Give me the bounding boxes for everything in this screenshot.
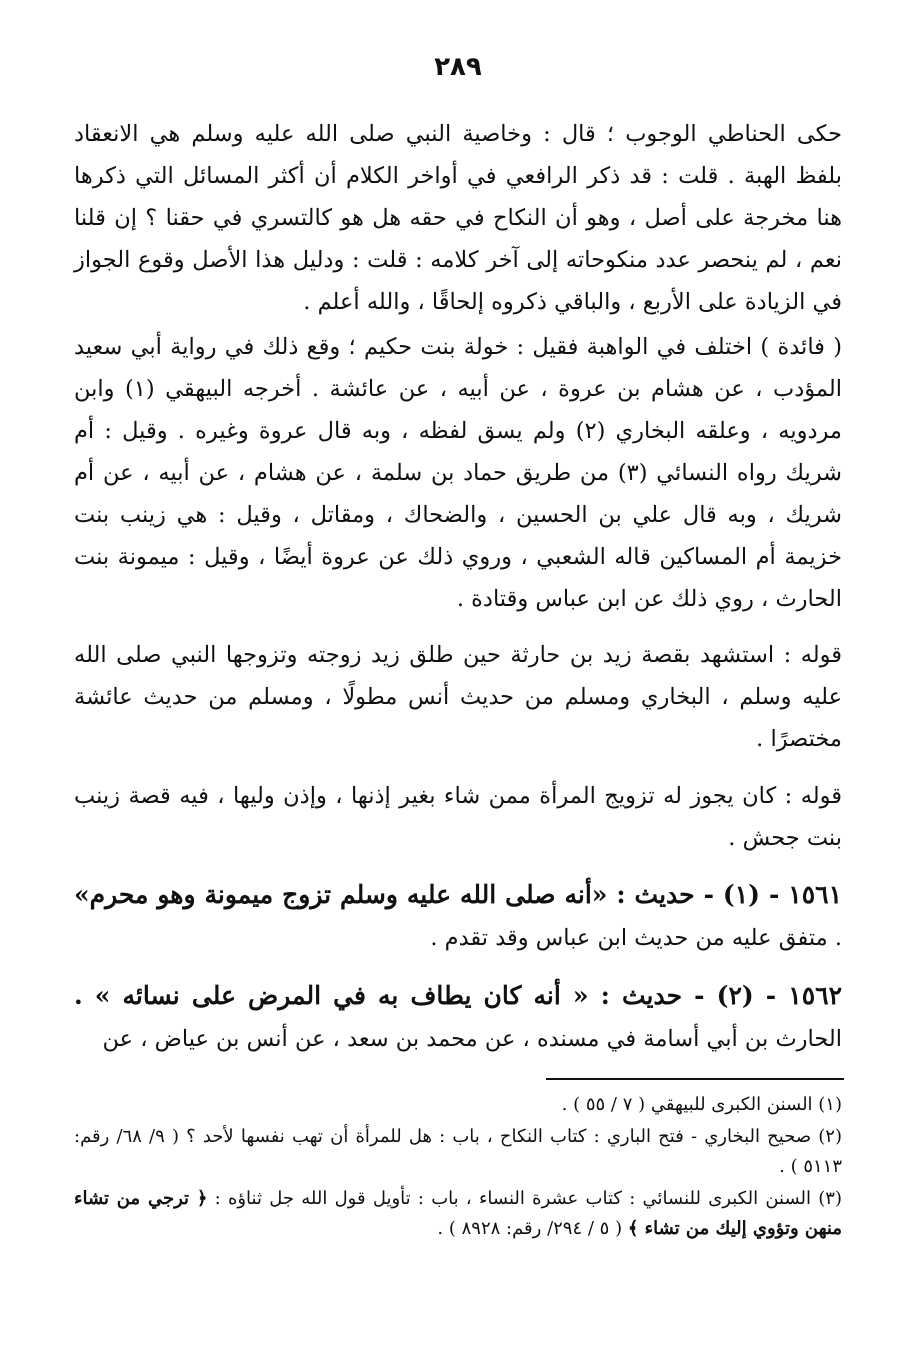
hadith-1561 [74, 874, 842, 959]
hadith-1561-heading: ١٥٦١ - (١) - حديث : «أنه صلى الله عليه وسلم تزوج ميمونة وهو محرم» [74, 880, 842, 909]
hadith-1562 [74, 975, 842, 1060]
paragraph-zaynab: قوله : كان يجوز له تزويج المرأة ممن شاء بغير إذنها ، وإذن وليها ، فيه قصة زينب بنت جحش . [74, 783, 842, 851]
footnote-1: (١) السنن الكبرى للبيهقي ( ٧ / ٥٥ ) . [561, 1094, 842, 1115]
footnote-3-ref: ( ٥ / ٢٩٤/ رقم: ٨٩٢٨ ) . [437, 1218, 628, 1239]
paragraph-faida: ( فائدة ) اختلف في الواهبة فقيل : خولة بنت حكيم ؛ وقع ذلك في رواية أبي سعيد المؤدب ، عن هشام بن عروة ، عن أبيه ، عن عائشة . أخرجه البيهقي (١) وابن مردويه ، وعلقه البخاري (٢) ولم يسق لفظه ، وبه قال عروة وغيره . وقيل : أم شريك رواه النسائي (٣) من طريق حماد بن سلمة ، عن هشام ، عن أبيه ، عن أم شريك ، وبه قال علي بن الحسين ، والضحاك ، ومقاتل ، وقيل : هي زينب بنت خزيمة أم المساكين قاله الشعبي ، وروي ذلك عن عروة أيضًا ، وقيل : ميمونة بنت الحارث ، روي ذلك عن ابن عباس وقتادة . [74, 334, 842, 612]
hadith-1562-commentary: الحارث بن أبي أسامة في مسنده ، عن محمد بن سعد ، عن أنس بن عياض ، عن [102, 1026, 842, 1052]
page-number: ٢٨٩ [434, 52, 482, 82]
footnote-separator [546, 1078, 844, 1080]
hadith-1561-commentary: . متفق عليه من حديث ابن عباس وقد تقدم . [430, 925, 842, 951]
footnote-3-quran-quote: ﴿ ترجي من تشاء منهن وتؤوي إليك من تشاء ﴾ [74, 1188, 842, 1239]
hadith-1562-heading: ١٥٦٢ - (٢) - حديث : « أنه كان يطاف به في المرض على نسائه » . [74, 981, 842, 1010]
footnote-3 [74, 1184, 842, 1244]
footnotes [74, 1090, 842, 1246]
paragraph-hanati: حكى الحناطي الوجوب ؛ قال : وخاصية النبي صلى الله عليه وسلم هي الانعقاد بلفظ الهبة . قلت : قد ذكر الرافعي في أواخر الكلام أن أكثر المسائل التي ذكرها هنا مخرجة على أصل ، وهو أن النكاح في حقه هل هو كالتسري في حقنا ؟ إن قلنا نعم ، لم ينحصر عدد منكوحاته إلى آخر كلامه : قلت : ودليل هذا الأصل وقوع الجواز في الزيادة على الأربع ، والباقي ذكروه إلحاقًا ، والله أعلم . [74, 121, 842, 315]
footnote-2: (٢) صحيح البخاري - فتح الباري : كتاب النكاح ، باب : هل للمرأة أن تهب نفسها لأحد ؟ ( ٩/ ٦٨/ رقم: ٥١١٣ ) . [74, 1126, 842, 1177]
footnote-3-source: (٣) السنن الكبرى للنسائي : كتاب عشرة النساء ، باب : تأويل قول الله جل ثناؤه : [207, 1188, 842, 1209]
paragraph-zayd: قوله : استشهد بقصة زيد بن حارثة حين طلق زيد زوجته وتزوجها النبي صلى الله عليه وسلم ، البخاري ومسلم من حديث أنس مطولًا ، ومسلم من حديث عائشة مختصرًا . [74, 642, 842, 752]
